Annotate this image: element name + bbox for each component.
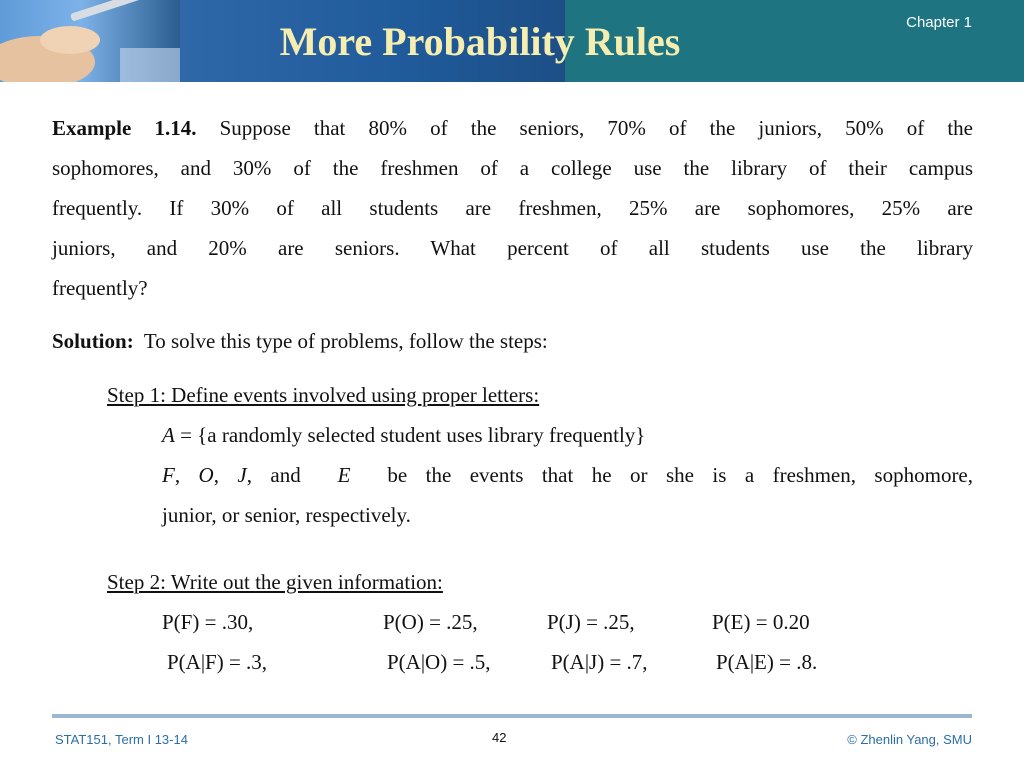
step1-heading: Step 1: Define events involved using proper letters: (107, 383, 540, 407)
event-a-var: A (162, 423, 175, 447)
event-vars-cont: junior, or senior, respectively. (162, 503, 411, 527)
slide-title: More Probability Rules (279, 19, 681, 64)
page-number: 42 (492, 730, 507, 745)
example-line-4: juniors, and 20% are seniors. What percent of all students use the library (52, 236, 973, 260)
footer-copyright: © Zhenlin Yang, SMU (847, 732, 972, 747)
event-a-definition (162, 415, 645, 455)
prior-o: P(O) = .25, (383, 610, 478, 634)
vars-text: be the events that he or she is a freshmen, sophomore, (387, 463, 974, 487)
var-j: J (237, 463, 247, 487)
example-line-5: frequently? (52, 276, 148, 300)
event-a-text: = {a randomly selected student uses library frequently} (174, 423, 646, 447)
var-o: O (198, 463, 214, 487)
event-vars-line: F, O, J, and E be the events that he or she is a freshmen, sophomore, (162, 463, 974, 487)
example-text-1: Suppose that 80% of the seniors, 70% of the juniors, 50% of the (219, 116, 973, 140)
slide-header (0, 0, 1024, 82)
cond-j: P(A|J) = .7, (551, 650, 648, 674)
solution-text: To solve this type of problems, follow the steps: (143, 329, 548, 353)
footer-divider (52, 714, 972, 718)
solution-line (52, 321, 548, 361)
header-photo (0, 0, 180, 82)
example-line-1 (52, 108, 973, 148)
step2-heading: Step 2: Write out the given information: (107, 570, 443, 594)
solution-label: Solution: (52, 329, 134, 353)
footer-course: STAT151, Term I 13-14 (55, 732, 188, 747)
chapter-label: Chapter 1 (906, 14, 972, 31)
prior-e: P(E) = 0.20 (712, 610, 810, 634)
var-e: E (337, 463, 351, 487)
cond-f: P(A|F) = .3, (167, 650, 268, 674)
cond-e: P(A|E) = .8. (716, 650, 818, 674)
cond-o: P(A|O) = .5, (387, 650, 491, 674)
prior-j: P(J) = .25, (547, 610, 635, 634)
example-line-3: frequently. If 30% of all students are freshmen, 25% are sophomores, 25% are (52, 196, 973, 220)
example-label: Example 1.14. (52, 116, 197, 140)
prior-f: P(F) = .30, (162, 610, 254, 634)
hand-with-pen-image (0, 0, 180, 82)
example-line-2: sophomores, and 30% of the freshmen of a college use the library of their campus (52, 156, 973, 180)
var-f: F (162, 463, 175, 487)
